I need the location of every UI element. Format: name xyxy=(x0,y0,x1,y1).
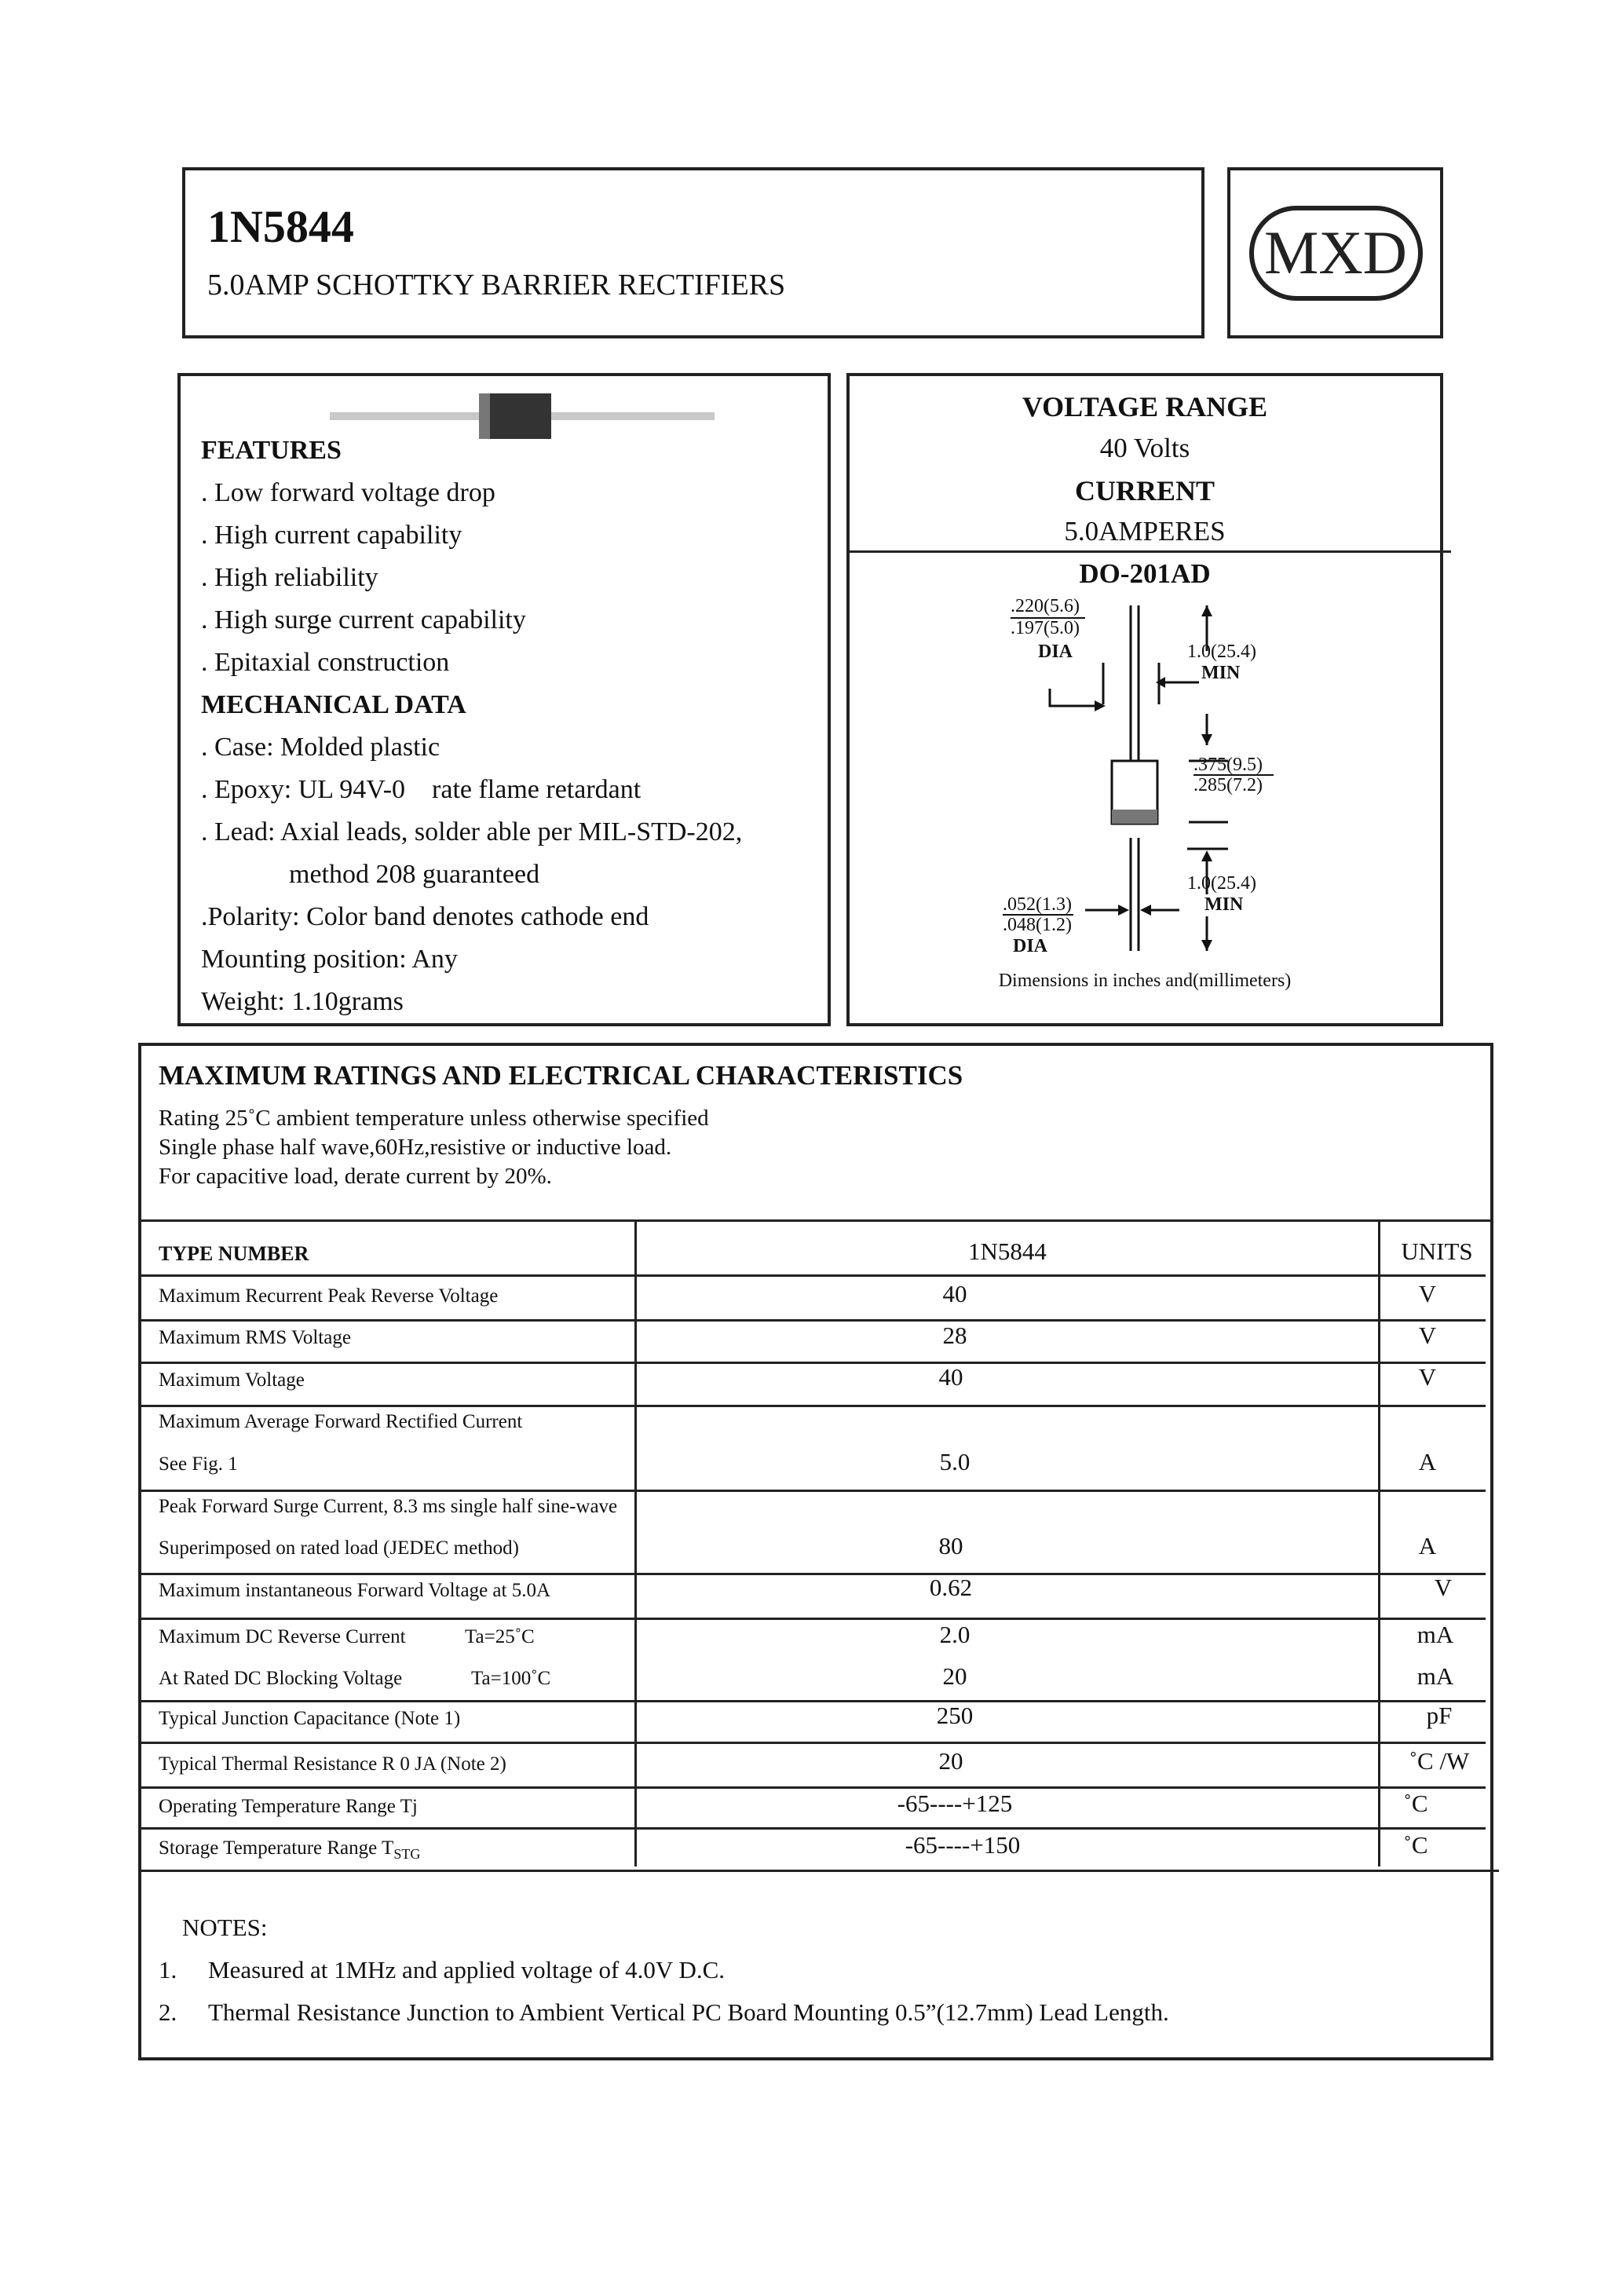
note-number: 1. xyxy=(159,1956,177,1983)
table-row-value: 20 xyxy=(938,1747,963,1775)
table-row-value: 5.0 xyxy=(939,1448,971,1475)
table-row-param: Maximum instantaneous Forward Voltage at 5.0A xyxy=(159,1580,551,1601)
feature-item: . Epitaxial construction xyxy=(201,648,450,677)
table-row-param: Maximum DC Reverse Current xyxy=(159,1626,406,1647)
table-row-value-line2: 20 xyxy=(942,1662,967,1690)
mxd-logo xyxy=(1248,204,1424,302)
logo-text: MXD xyxy=(1263,218,1408,287)
body-dia-min: .197(5.0) xyxy=(1011,618,1080,638)
ratings-conditions xyxy=(159,1104,709,1191)
table-row-units: V xyxy=(1418,1322,1437,1349)
diode-lead-left xyxy=(330,412,479,420)
table-row-param-line2: See Fig. 1 xyxy=(159,1453,238,1475)
table-row-condition: Ta=25˚C xyxy=(465,1626,535,1647)
table-row-value: 0.62 xyxy=(929,1574,973,1601)
features-list xyxy=(201,430,821,1023)
table-row-units-line2: mA xyxy=(1416,1662,1454,1690)
body-dia-max: .220(5.6) xyxy=(1011,596,1080,616)
package-name: DO-201AD xyxy=(1079,558,1211,589)
table-row-units: V xyxy=(1418,1363,1437,1391)
feature-item: . Low forward voltage drop xyxy=(201,478,495,507)
table-bottom-border xyxy=(138,1870,1499,1872)
table-row-condition-line2: Ta=100˚C xyxy=(471,1668,551,1689)
part-description: 5.0AMP SCHOTTKY BARRIER RECTIFIERS xyxy=(207,269,786,302)
mechanical-item: . Epoxy: UL 94V-0 rate flame retardant xyxy=(201,775,642,804)
lead-dia-max: .052(1.3) xyxy=(1003,894,1072,915)
table-row-divider xyxy=(138,1618,1486,1620)
mechanical-item: . Case: Molded plastic xyxy=(201,733,440,762)
table-row-units: ˚C xyxy=(1403,1831,1428,1859)
lead-dia-label: DIA xyxy=(1013,936,1048,956)
body-dia-label: DIA xyxy=(1038,642,1073,662)
table-row-units: A xyxy=(1418,1448,1437,1475)
note-number: 2. xyxy=(159,1998,177,2026)
table-row-param: Operating Temperature Range Tj xyxy=(159,1796,418,1817)
table-row-units: mA xyxy=(1416,1621,1454,1648)
specs-divider xyxy=(850,550,1451,553)
arrowhead xyxy=(1201,605,1212,616)
cathode-band xyxy=(1112,810,1157,824)
table-row-units: pF xyxy=(1426,1702,1453,1729)
table-row-value: 2.0 xyxy=(939,1621,971,1648)
body-length-max: .375(9.5) xyxy=(1193,755,1263,775)
arrowhead xyxy=(1140,905,1151,916)
table-header-value: 1N5844 xyxy=(968,1238,1047,1265)
table-row-value: 80 xyxy=(938,1532,963,1559)
table-row-units: V xyxy=(1434,1574,1453,1601)
table-row-value: -65----+125 xyxy=(897,1790,1013,1817)
mechanical-item: .Polarity: Color band denotes cathode end xyxy=(201,902,649,931)
mechanical-item: Weight: 1.10grams xyxy=(201,987,404,1016)
features-box xyxy=(177,373,831,1026)
table-row-divider xyxy=(138,1827,1486,1830)
condition-line: For capacitive load, derate current by 20%. xyxy=(159,1164,552,1189)
feature-item: . High current capability xyxy=(201,521,462,550)
top-lead-min: MIN xyxy=(1201,663,1241,683)
storage-temp-label: Storage Temperature Range T xyxy=(159,1837,394,1859)
part-number: 1N5844 xyxy=(207,201,354,252)
package-outline-diagram xyxy=(850,588,1440,996)
table-row-param: Typical Junction Capacitance (Note 1) xyxy=(159,1708,461,1729)
header-logo-box xyxy=(1227,167,1443,338)
table-row-param xyxy=(159,1837,420,1863)
dimensions-caption: Dimensions in inches and(millimeters) xyxy=(998,971,1292,991)
specs-box xyxy=(846,373,1443,1026)
table-row-value: 40 xyxy=(942,1280,967,1307)
table-row-param: Peak Forward Surge Current, 8.3 ms single half sine-wave xyxy=(159,1496,618,1517)
table-row-divider xyxy=(138,1405,1486,1407)
condition-line: Rating 25˚C ambient temperature unless otherwise specified xyxy=(159,1106,709,1131)
table-top-border xyxy=(138,1219,1493,1222)
dia-arrow-left xyxy=(1050,689,1095,706)
table-row-divider xyxy=(138,1742,1486,1744)
table-row-divider xyxy=(138,1274,1486,1277)
mechanical-heading: MECHANICAL DATA xyxy=(201,690,466,719)
table-row-value: 250 xyxy=(936,1702,974,1729)
feature-item: . High surge current capability xyxy=(201,605,526,634)
note-text: Thermal Resistance Junction to Ambient Vertical PC Board Mounting 0.5”(12.7mm) Lead Length. xyxy=(208,1998,1169,2026)
arrowhead xyxy=(1156,677,1165,688)
bottom-lead-length: 1.0(25.4) xyxy=(1187,873,1256,894)
table-row-value: 28 xyxy=(942,1322,967,1349)
table-row-units: A xyxy=(1418,1532,1437,1559)
bottom-lead-min: MIN xyxy=(1204,894,1244,915)
table-row-param: Maximum RMS Voltage xyxy=(159,1327,351,1348)
arrowhead xyxy=(1201,940,1212,951)
features-heading: FEATURES xyxy=(201,436,342,465)
table-row-param-line2: At Rated DC Blocking Voltage xyxy=(159,1668,403,1689)
lead-dia-min: .048(1.2) xyxy=(1003,915,1072,935)
mechanical-item: . Lead: Axial leads, solder able per MIL-STD-202, xyxy=(201,817,743,846)
mechanical-item: method 208 guaranteed xyxy=(289,860,540,889)
table-row-value: -65----+150 xyxy=(905,1831,1021,1859)
table-row-units: V xyxy=(1418,1280,1437,1307)
top-lead-length: 1.0(25.4) xyxy=(1187,642,1256,662)
arrowhead xyxy=(1201,850,1212,861)
table-row-divider xyxy=(138,1490,1486,1492)
feature-item: . High reliability xyxy=(201,563,378,592)
voltage-range-label: VOLTAGE RANGE xyxy=(1022,391,1268,422)
table-row-units: ˚C /W xyxy=(1409,1747,1470,1775)
voltage-range-value: 40 Volts xyxy=(1099,433,1190,463)
header-title-box xyxy=(182,167,1204,338)
notes-heading: NOTES: xyxy=(182,1914,268,1941)
note-text: Measured at 1MHz and applied voltage of 4.0V D.C. xyxy=(208,1956,726,1983)
body-length-min: .285(7.2) xyxy=(1193,775,1263,795)
condition-line: Single phase half wave,60Hz,resistive or inductive load. xyxy=(159,1135,672,1160)
table-row-param-line2: Superimposed on rated load (JEDEC method) xyxy=(159,1537,519,1559)
arrowhead xyxy=(1118,905,1129,916)
table-row-param: Typical Thermal Resistance R 0 JA (Note 2) xyxy=(159,1753,506,1775)
storage-temp-subscript: STG xyxy=(393,1846,421,1862)
table-row-param: Maximum Voltage xyxy=(159,1369,305,1391)
table-row-param: Maximum Recurrent Peak Reverse Voltage xyxy=(159,1285,499,1307)
current-label: CURRENT xyxy=(1074,475,1215,506)
diode-lead-right xyxy=(551,412,715,420)
mechanical-item: Mounting position: Any xyxy=(201,945,458,974)
current-value: 5.0AMPERES xyxy=(1064,516,1226,547)
table-row-units: ˚C xyxy=(1403,1790,1428,1817)
ratings-heading: MAXIMUM RATINGS AND ELECTRICAL CHARACTERISTICS xyxy=(159,1060,963,1091)
table-header-units: UNITS xyxy=(1401,1238,1473,1265)
table-row-value: 40 xyxy=(938,1363,963,1391)
table-row-divider xyxy=(138,1786,1486,1789)
table-row-param: Maximum Average Forward Rectified Current xyxy=(159,1411,523,1432)
arrowhead xyxy=(1201,734,1212,745)
table-header-param: TYPE NUMBER xyxy=(159,1242,309,1265)
